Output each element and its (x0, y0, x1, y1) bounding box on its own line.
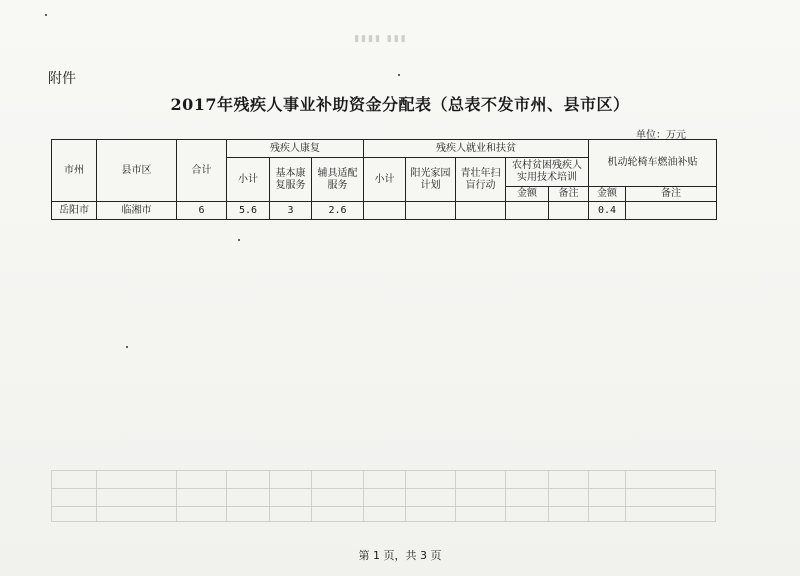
ghost-line (51, 470, 52, 522)
scan-speck (238, 239, 240, 241)
header-youth: 青壮年扫盲行动 (456, 158, 506, 202)
cell-assistive: 2.6 (312, 202, 364, 220)
ghost-line (176, 470, 177, 522)
header-group-fuel: 机动轮椅车燃油补贴 (589, 140, 717, 187)
header-basic-rehab: 基本康复服务 (270, 158, 312, 202)
header-sunshine: 阳光家园计划 (406, 158, 456, 202)
ghost-line (405, 470, 406, 522)
ghost-line (625, 470, 626, 522)
ghost-line (269, 470, 270, 522)
ghost-line (363, 470, 364, 522)
header-group-employment: 残疾人就业和扶贫 (364, 140, 589, 158)
attachment-label: 附件 (48, 71, 76, 87)
header-rehab-subtotal: 小计 (227, 158, 270, 202)
header-county: 县市区 (97, 140, 177, 202)
scan-speck (45, 14, 47, 16)
cell-rural-amount (506, 202, 549, 220)
header-emp-subtotal: 小计 (364, 158, 406, 202)
cell-rehab-subtotal: 5.6 (227, 202, 270, 220)
table-row (52, 202, 717, 220)
header-total: 合计 (177, 140, 227, 202)
cell-basic-rehab: 3 (270, 202, 312, 220)
header-assistive: 辅具适配服务 (312, 158, 364, 202)
allocation-table (51, 139, 717, 220)
ghost-line (96, 470, 97, 522)
cell-total: 6 (177, 202, 227, 220)
ghost-line (505, 470, 506, 522)
bleed-through-marks: ▮▮▮ ▮▮▮▮ (352, 34, 406, 44)
page-title: 2017年残疾人事业补助资金分配表（总表不发市州、县市区） (170, 95, 630, 114)
header-fuel-amount: 金额 (589, 187, 626, 202)
ghost-line (51, 488, 716, 489)
cell-youth (456, 202, 506, 220)
ghost-line (588, 470, 589, 522)
ghost-line (715, 470, 716, 522)
unit-label: 单位：万元 (636, 130, 686, 141)
header-row-1 (52, 140, 717, 158)
cell-emp-subtotal (364, 202, 406, 220)
ghost-line (51, 521, 716, 522)
bleed-through-table (51, 470, 716, 522)
cell-fuel-note (626, 202, 717, 220)
ghost-line (455, 470, 456, 522)
ghost-line (51, 470, 716, 471)
ghost-line (548, 470, 549, 522)
ghost-line (226, 470, 227, 522)
header-fuel-note: 备注 (626, 187, 717, 202)
page-footer: 第 1 页，共 3 页 (358, 549, 442, 562)
ghost-line (51, 506, 716, 507)
header-rural-amount: 金额 (506, 187, 549, 202)
ghost-line (311, 470, 312, 522)
cell-city: 岳阳市 (52, 202, 97, 220)
cell-county: 临湘市 (97, 202, 177, 220)
header-group-rehab: 残疾人康复 (227, 140, 364, 158)
header-city: 市州 (52, 140, 97, 202)
scan-speck (126, 346, 128, 348)
header-rural-note: 备注 (549, 187, 589, 202)
cell-sunshine (406, 202, 456, 220)
cell-rural-note (549, 202, 589, 220)
scan-speck (398, 74, 400, 76)
cell-fuel-amount: 0.4 (589, 202, 626, 220)
header-rural-training: 农村贫困残疾人实用技术培训 (506, 158, 589, 187)
